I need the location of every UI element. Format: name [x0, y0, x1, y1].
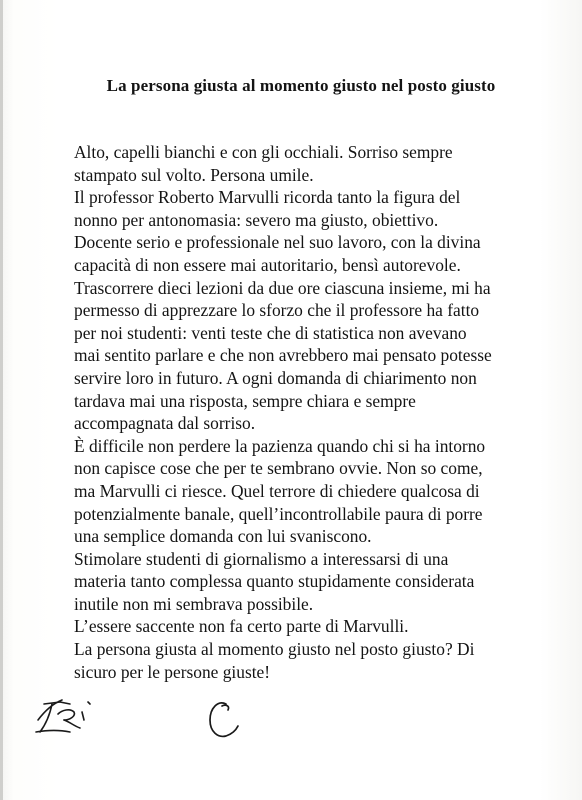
body-line: capacità di non essere mai autoritario, bensì autorevole. [74, 254, 461, 275]
handwritten-signature-left-icon [36, 700, 90, 732]
body-line: ma Marvulli ci riesce. Quel terrore di chiedere qualcosa di [74, 480, 480, 501]
signatures-area [0, 690, 582, 760]
body-line: Il professor Roberto Marvulli ricorda tanto la figura del [74, 187, 461, 208]
body-line: L’essere saccente non fa certo parte di Marvulli. [74, 616, 409, 637]
body-line: nonno per antonomasia: severo ma giusto, obiettivo. [74, 209, 439, 230]
body-line: materia tanto complessa quanto stupidamente considerata [74, 571, 475, 592]
body-line: Alto, capelli bianchi e con gli occhiali. Sorriso sempre [74, 142, 453, 162]
body-line: Docente serio e professionale nel suo lavoro, con la divina [74, 232, 481, 253]
handwritten-signature-right-icon [210, 703, 238, 736]
body-line: È difficile non perdere la pazienza quando chi si ha intorno [74, 435, 486, 456]
document-body [74, 141, 564, 683]
body-line: Trascorrere dieci lezioni da due ore ciascuna insieme, mi ha [74, 277, 491, 298]
body-line: sicuro per le persone giuste! [74, 661, 271, 682]
body-line: stampato sul volto. Persona umile. [74, 164, 314, 185]
body-line: per noi studenti: venti teste che di statistica non avevano [74, 322, 467, 343]
body-line: servire loro in futuro. A ogni domanda di chiarimento non [74, 367, 477, 388]
document-title: La persona giusta al momento giusto nel posto giusto [106, 76, 496, 95]
body-line: permesso di apprezzare lo sforzo che il professore ha fatto [74, 300, 480, 321]
body-line: una semplice domanda con lui svaniscono. [74, 526, 372, 547]
body-line: non capisce cose che per te sembrano ovvie. Non so come, [74, 458, 483, 479]
scan-edge [0, 0, 3, 800]
body-line: inutile non mi sembrava possibile. [74, 593, 314, 614]
body-line: Stimolare studenti di giornalismo a interessarsi di una [74, 548, 449, 569]
body-line: La persona giusta al momento giusto nel posto giusto? Di [74, 639, 475, 660]
body-line: mai sentito parlare e che non avrebbero mai pensato potesse [74, 345, 492, 366]
body-line: accompagnata dal sorriso. [74, 413, 256, 434]
body-line: tardava mai una risposta, sempre chiara e sempre [74, 390, 416, 411]
body-line: potenzialmente banale, quell’incontrollabile paura di porre [74, 503, 483, 524]
